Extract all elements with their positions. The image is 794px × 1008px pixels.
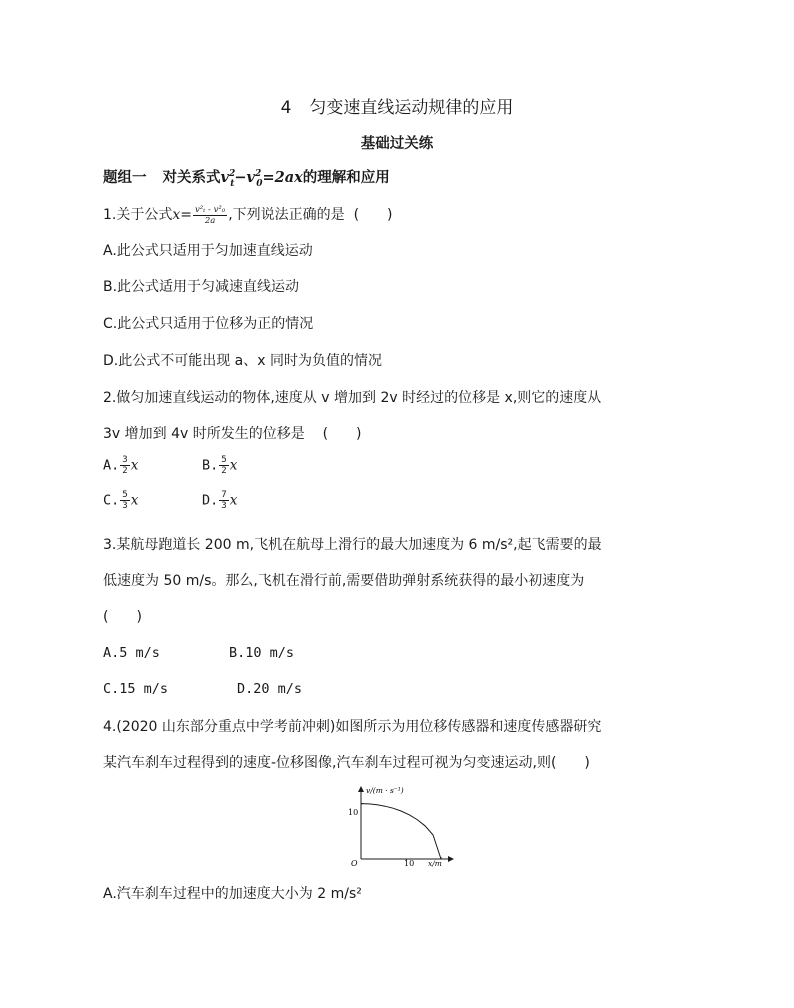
q1-option-a: A.此公式只适用于匀加速直线运动 bbox=[103, 243, 313, 259]
q3-option-b: B.10 m/s bbox=[229, 645, 295, 661]
origin-label: O bbox=[351, 859, 358, 868]
q3-option-a: A.5 m/s bbox=[103, 645, 160, 661]
question-1-stem: 1.关于公式x= $\frac{\text{v²ₜ - v²₀}}{2a}$ ,下列说法正确的是 ( ) bbox=[103, 204, 393, 226]
q1-formula-fraction: $\frac{\text{v²ₜ - v²₀}}{2a}$ bbox=[195, 204, 226, 226]
q2-option-c: C. $\frac{5}{3}$ x bbox=[103, 490, 139, 511]
question-group-heading bbox=[103, 166, 390, 189]
question-4-line-2: 某汽车刹车过程得到的速度-位移图像,汽车刹车过程可视为匀变速运动,则( ) bbox=[103, 755, 590, 771]
y-tick-label: 10 bbox=[348, 808, 359, 817]
series-line-0 bbox=[361, 804, 441, 859]
q2-option-d: D. $\frac{7}{3}$ x bbox=[202, 490, 238, 511]
question-2-line-1: 2.做匀加速直线运动的物体,速度从 v 增加到 2v 时经过的位移是 x,则它的速度从 bbox=[103, 390, 602, 406]
section-subtitle: 基础过关练 bbox=[360, 136, 434, 152]
velocity-displacement-chart bbox=[338, 784, 458, 868]
q4-option-a: A.汽车刹车过程中的加速度大小为 2 m/s² bbox=[103, 886, 362, 902]
answer-paren: ( ) bbox=[322, 426, 362, 442]
section-number: 4 bbox=[280, 98, 292, 118]
group-text-post: 的理解和应用 bbox=[302, 170, 390, 186]
question-2-line-2: 3v 增加到 4v 时所发生的位移是 ( ) bbox=[103, 426, 362, 442]
group-formula: $v^2_t-v^2_0=2ax$ bbox=[220, 169, 303, 189]
x-tick-label: 10 bbox=[404, 859, 415, 868]
q1-option-b: B.此公式适用于匀减速直线运动 bbox=[103, 279, 300, 295]
group-text-pre: 对关系式 bbox=[162, 170, 221, 186]
q2-option-b: B. $\frac{5}{2}$ x bbox=[202, 455, 238, 476]
x-axis-label: x/m bbox=[428, 859, 442, 868]
question-3-line-1: 3.某航母跑道长 200 m,飞机在航母上滑行的最大加速度为 6 m/s²,起飞需要的最 bbox=[103, 537, 602, 553]
q3-option-d: D.20 m/s bbox=[237, 681, 303, 697]
q1-option-c: C.此公式只适用于位移为正的情况 bbox=[103, 316, 314, 332]
y-axis-label: v/(m · s⁻¹) bbox=[366, 786, 404, 795]
group-label: 题组一 bbox=[103, 170, 147, 186]
question-3-line-2: 低速度为 50 m/s。那么,飞机在滑行前,需要借助弹射系统获得的最小初速度为 bbox=[103, 573, 585, 589]
answer-paren: ( ) bbox=[103, 609, 142, 625]
answer-paren: ( ) bbox=[353, 207, 393, 223]
q3-option-c: C.15 m/s bbox=[103, 681, 169, 697]
question-4-line-1: 4.(2020 山东部分重点中学考前冲刺)如图所示为用位移传感器和速度传感器研究 bbox=[103, 719, 602, 735]
q1-option-d: D.此公式不可能出现 a、x 同时为负值的情况 bbox=[103, 353, 382, 369]
page-title bbox=[0, 93, 794, 118]
q2-option-a: A. $\frac{3}{2}$ x bbox=[103, 455, 139, 476]
section-title: 匀变速直线运动规律的应用 bbox=[309, 98, 514, 118]
